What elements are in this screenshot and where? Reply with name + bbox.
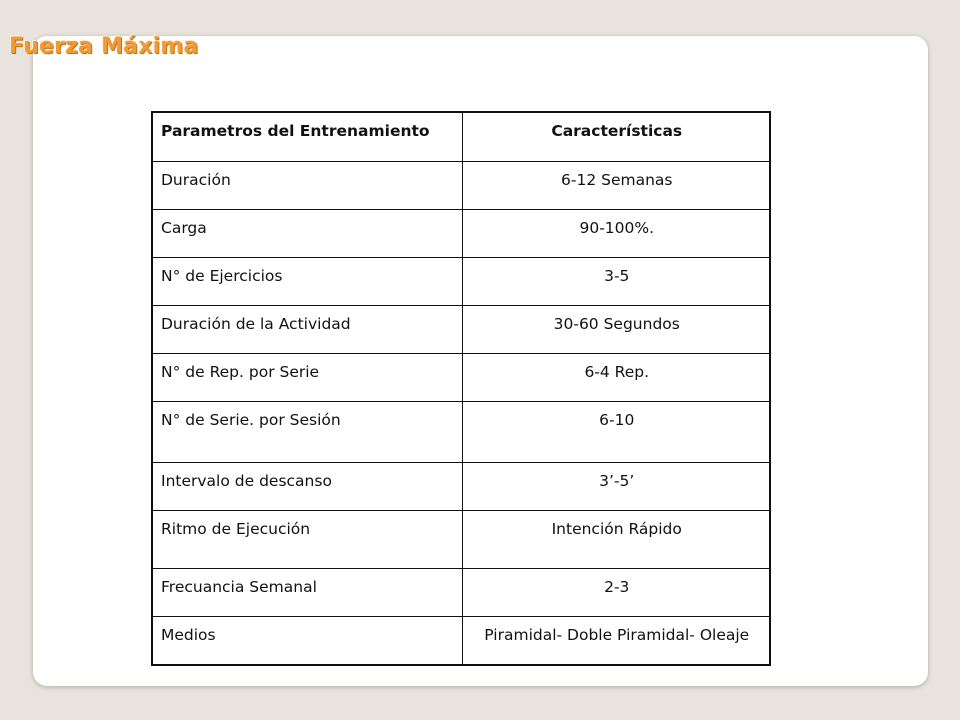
table-row (152, 161, 770, 209)
value-cell: 3’-5’ (462, 462, 770, 510)
param-cell: Medios (152, 616, 462, 665)
training-parameters-table (151, 111, 771, 666)
param-cell: N° de Ejercicios (152, 257, 462, 305)
value-cell: 6-10 (462, 401, 770, 462)
value-cell: 3-5 (462, 257, 770, 305)
header-characteristics: Características (462, 112, 770, 161)
slide-title: Fuerza Máxima (9, 34, 199, 59)
table-row (152, 209, 770, 257)
table-row (152, 305, 770, 353)
value-cell: Intención Rápido (462, 510, 770, 568)
value-cell: 6-12 Semanas (462, 161, 770, 209)
value-cell: 30-60 Segundos (462, 305, 770, 353)
param-cell: N° de Rep. por Serie (152, 353, 462, 401)
header-parameters: Parametros del Entrenamiento (152, 112, 462, 161)
param-cell: Ritmo de Ejecución (152, 510, 462, 568)
training-parameters-table-wrap (151, 111, 771, 666)
param-cell: Intervalo de descanso (152, 462, 462, 510)
param-cell: N° de Serie. por Sesión (152, 401, 462, 462)
value-cell: 90-100%. (462, 209, 770, 257)
param-cell: Carga (152, 209, 462, 257)
param-cell: Duración de la Actividad (152, 305, 462, 353)
value-cell: 2-3 (462, 568, 770, 616)
table-row (152, 462, 770, 510)
table-row (152, 510, 770, 568)
table-row (152, 616, 770, 665)
table-row (152, 568, 770, 616)
value-cell: Piramidal- Doble Piramidal- Oleaje (462, 616, 770, 665)
table-row (152, 353, 770, 401)
table-row (152, 257, 770, 305)
param-cell: Duración (152, 161, 462, 209)
value-cell: 6-4 Rep. (462, 353, 770, 401)
table-header-row (152, 112, 770, 161)
table-row (152, 401, 770, 462)
param-cell: Frecuancia Semanal (152, 568, 462, 616)
